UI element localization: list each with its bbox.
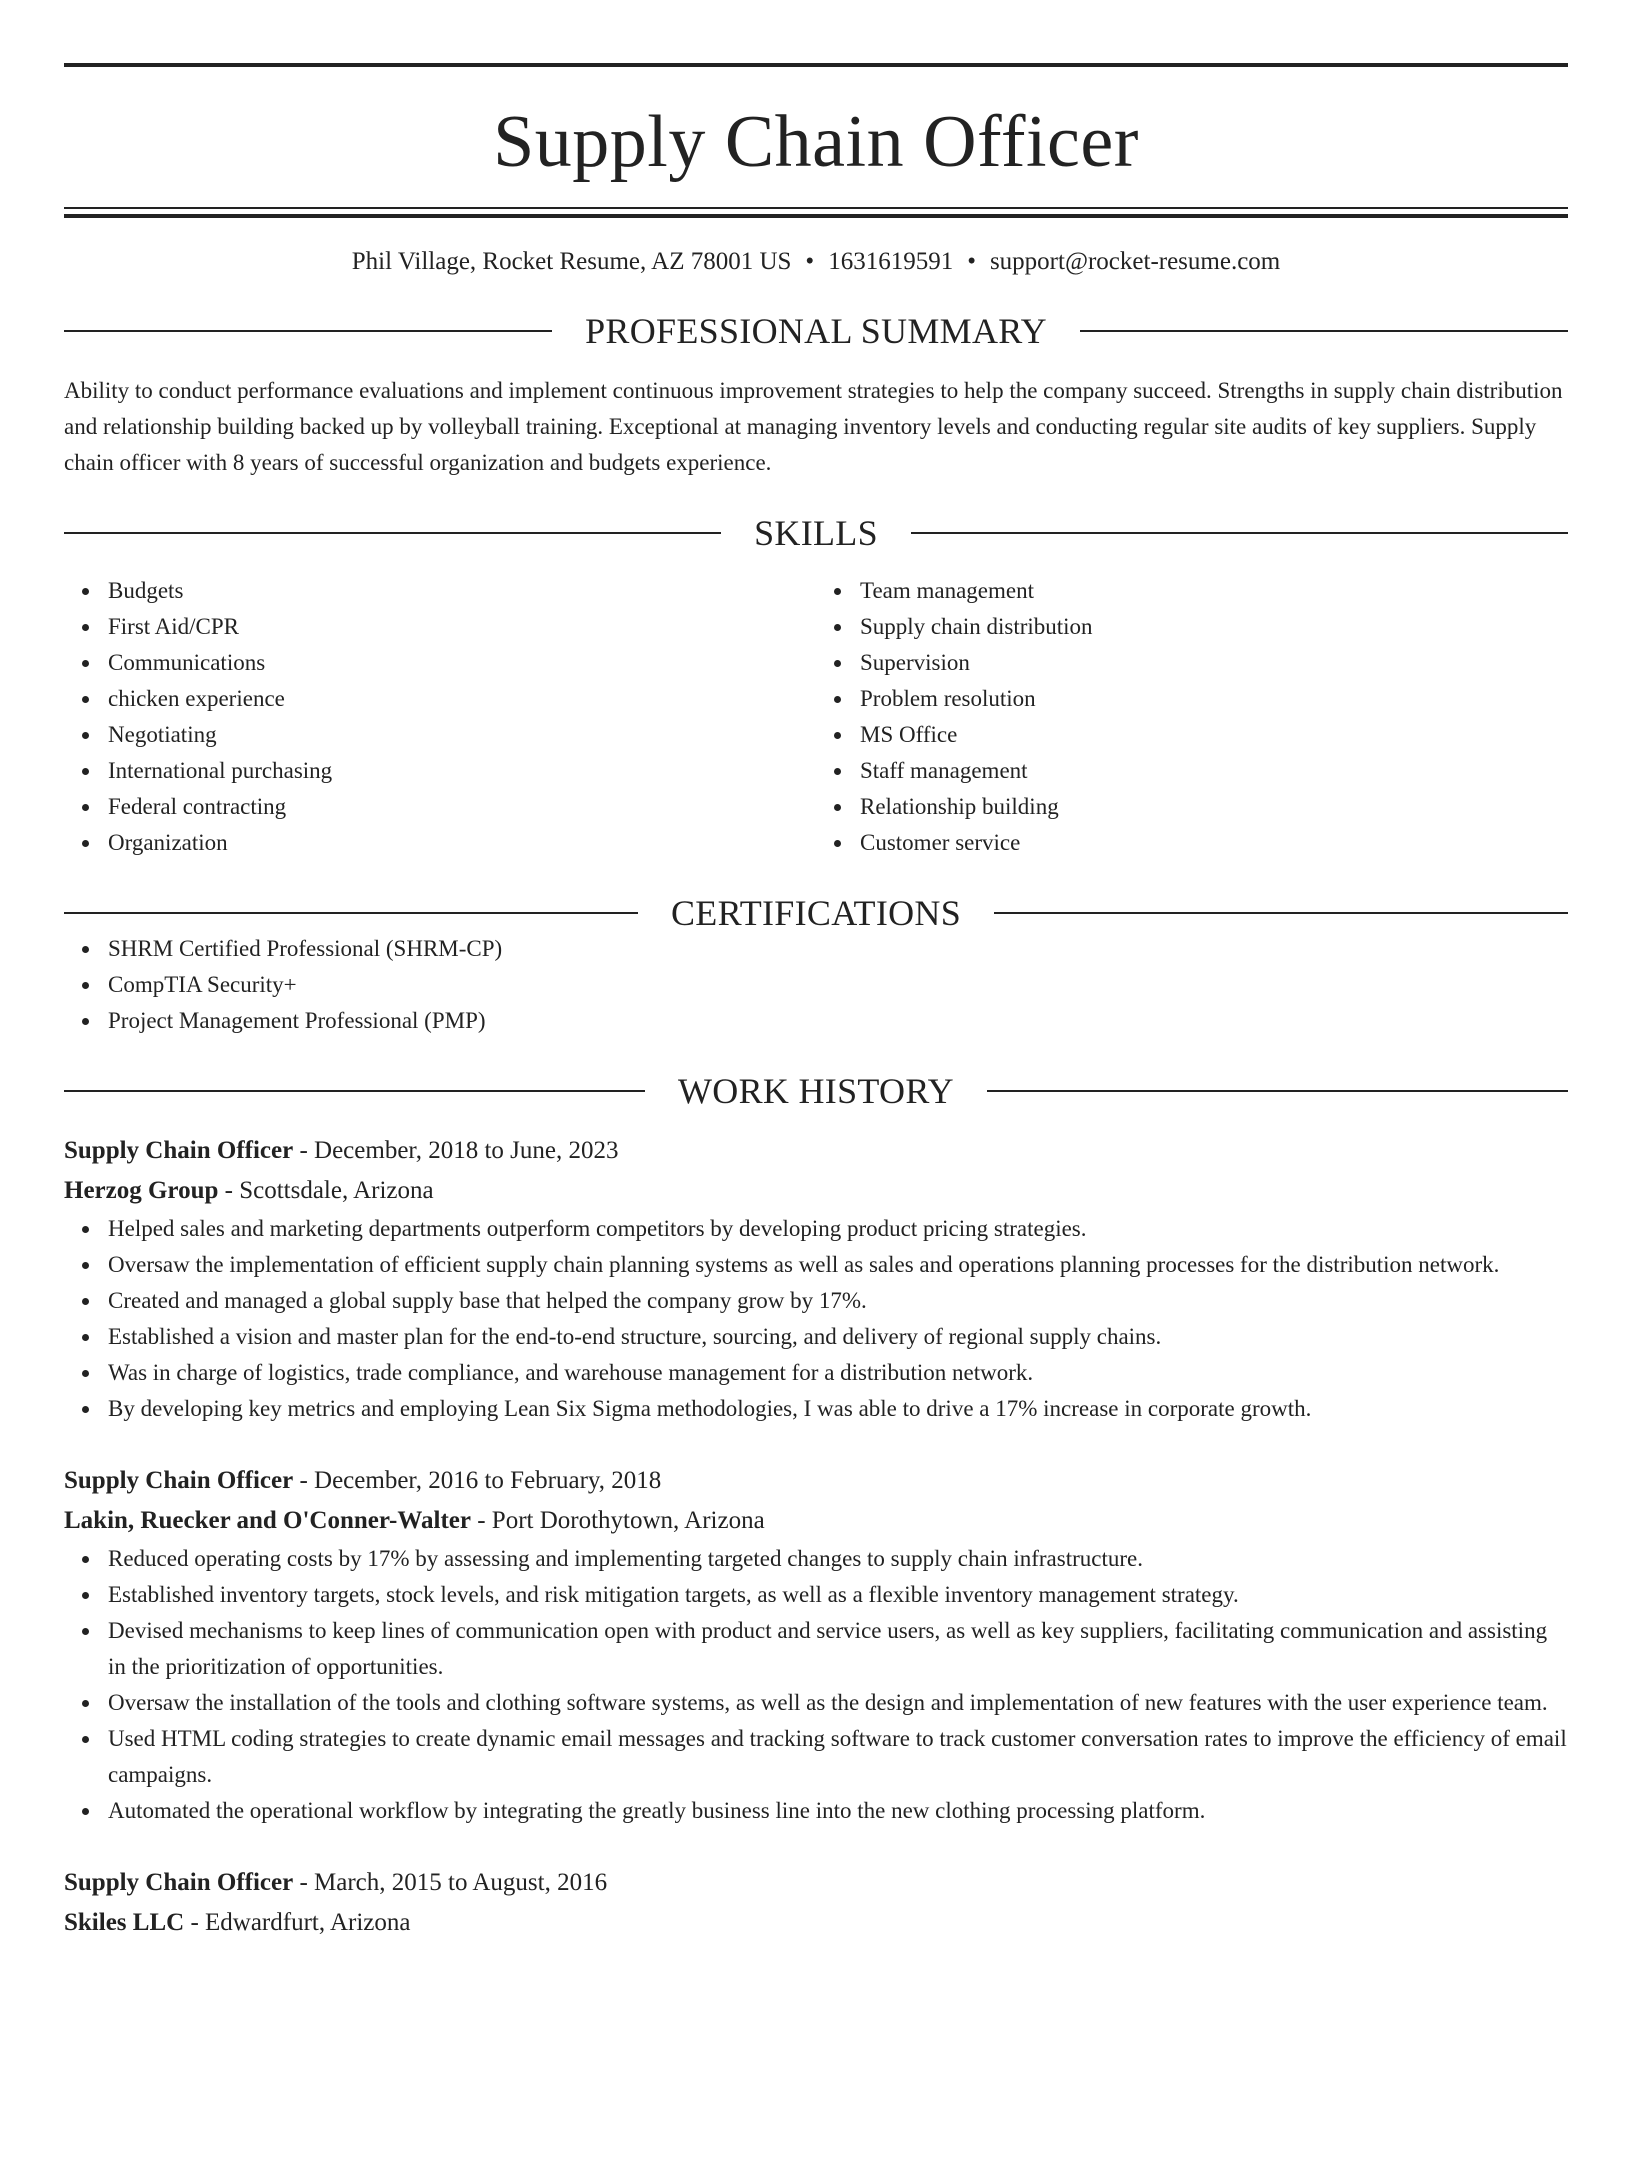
job-bullet: Was in charge of logistics, trade compliance, and warehouse management for a distribution network. <box>108 1355 1568 1391</box>
skill-item: First Aid/CPR <box>108 609 816 645</box>
certification-item: CompTIA Security+ <box>108 967 1568 1003</box>
job-company: Skiles LLC <box>64 1908 185 1936</box>
title-double-rule <box>64 207 1568 218</box>
job-title-line <box>64 1461 1568 1501</box>
skills-list-right <box>816 573 1568 861</box>
section-rule <box>1080 330 1568 332</box>
job-bullet: Oversaw the installation of the tools and clothing software systems, as well as the design and implementation of new features with the user experience team. <box>108 1685 1568 1721</box>
skill-item: Customer service <box>860 825 1568 861</box>
skill-item: Supervision <box>860 645 1568 681</box>
contact-phone: 1631619591 <box>828 248 954 275</box>
contact-email: support@rocket-resume.com <box>989 248 1281 275</box>
job-bullet-list <box>64 1211 1568 1427</box>
contact-separator: • <box>805 248 815 275</box>
certification-item: SHRM Certified Professional (SHRM-CP) <box>108 931 1568 967</box>
job-location: - Port Dorothytown, Arizona <box>470 1506 765 1534</box>
skill-item: Budgets <box>108 573 816 609</box>
section-rule <box>994 912 1568 914</box>
section-rule <box>987 1090 1568 1092</box>
section-rule <box>64 330 552 332</box>
contact-separator: • <box>967 248 976 275</box>
skill-item: Federal contracting <box>108 789 816 825</box>
job-dates: - March, 2015 to August, 2016 <box>293 1868 608 1896</box>
job-location: - Scottsdale, Arizona <box>218 1176 434 1204</box>
job-company: Lakin, Ruecker and O'Conner-Walter <box>64 1506 471 1534</box>
section-title: PROFESSIONAL SUMMARY <box>585 310 1047 351</box>
skill-item: Problem resolution <box>860 681 1568 717</box>
job-title: Supply Chain Officer <box>64 1466 294 1494</box>
resume-page <box>0 63 1632 2175</box>
skill-item: International purchasing <box>108 753 816 789</box>
job-bullet: Oversaw the implementation of efficient supply chain planning systems as well as sales and operations planning processes for the distribution network. <box>108 1247 1568 1283</box>
section-heading-skills <box>64 512 1568 553</box>
skill-item: Staff management <box>860 753 1568 789</box>
contact-address: Phil Village, Rocket Resume, AZ 78001 US <box>351 248 792 275</box>
job-company-line <box>64 1903 1568 1943</box>
job-bullet: Reduced operating costs by 17% by assessing and implementing targeted changes to supply chain infrastructure. <box>108 1541 1568 1577</box>
job-company-line <box>64 1501 1568 1541</box>
certification-item: Project Management Professional (PMP) <box>108 1003 1568 1039</box>
skill-item: MS Office <box>860 717 1568 753</box>
skill-item: Organization <box>108 825 816 861</box>
skills-grid <box>64 573 1568 861</box>
skill-item: Communications <box>108 645 816 681</box>
section-rule <box>64 912 638 914</box>
top-rule <box>64 63 1568 67</box>
skill-item: Team management <box>860 573 1568 609</box>
certifications-list <box>64 931 1568 1039</box>
job-entry <box>64 1863 1568 1943</box>
job-bullet: Created and managed a global supply base that helped the company grow by 17%. <box>108 1283 1568 1319</box>
section-title: SKILLS <box>754 512 878 553</box>
section-rule <box>64 532 721 534</box>
skill-item: chicken experience <box>108 681 816 717</box>
job-location: - Edwardfurt, Arizona <box>184 1908 411 1936</box>
job-company: Herzog Group <box>64 1176 219 1204</box>
job-bullet: Established inventory targets, stock levels, and risk mitigation targets, as well as a flexible inventory management strategy. <box>108 1577 1568 1613</box>
contact-line <box>64 246 1568 279</box>
job-title-line <box>64 1863 1568 1903</box>
skills-list-left <box>64 573 816 861</box>
job-company-line <box>64 1171 1568 1211</box>
job-dates: - December, 2018 to June, 2023 <box>293 1136 619 1164</box>
job-dates: - December, 2016 to February, 2018 <box>293 1466 662 1494</box>
section-heading-summary <box>64 310 1568 351</box>
section-heading-certifications <box>64 892 1568 933</box>
job-bullet: Helped sales and marketing departments outperform competitors by developing product pricing strategies. <box>108 1211 1568 1247</box>
work-history-list <box>64 1131 1568 1943</box>
job-bullet: Devised mechanisms to keep lines of communication open with product and service users, as well as key suppliers, facilitating communication and assisting in the prioritization of opportunities. <box>108 1613 1568 1685</box>
job-bullet: Established a vision and master plan for the end-to-end structure, sourcing, and delivery of regional supply chains. <box>108 1319 1568 1355</box>
job-bullet: By developing key metrics and employing Lean Six Sigma methodologies, I was able to drive a 17% increase in corporate growth. <box>108 1391 1568 1427</box>
skill-item: Supply chain distribution <box>860 609 1568 645</box>
job-entry <box>64 1131 1568 1427</box>
summary-paragraph: Ability to conduct performance evaluations and implement continuous improvement strategies to help the company succeed. Strengths in supply chain distribution and relationship building backed up by volleyball training. Exceptional at managing inventory levels and conducting regular site audits of key suppliers. Supply chain officer with 8 years of successful organization and budgets experience. <box>64 377 1563 475</box>
section-title: CERTIFICATIONS <box>670 892 962 933</box>
job-bullet-list <box>64 1541 1568 1829</box>
resume-title: Supply Chain Officer <box>493 101 1139 183</box>
section-heading-work-history <box>64 1070 1568 1111</box>
section-title: WORK HISTORY <box>678 1070 954 1111</box>
section-rule <box>64 1090 645 1092</box>
skill-item: Negotiating <box>108 717 816 753</box>
job-entry <box>64 1461 1568 1829</box>
job-title-line <box>64 1131 1568 1171</box>
skill-item: Relationship building <box>860 789 1568 825</box>
job-bullet: Used HTML coding strategies to create dynamic email messages and tracking software to track customer conversation rates to improve the efficiency of email campaigns. <box>108 1721 1568 1793</box>
job-title: Supply Chain Officer <box>64 1868 294 1896</box>
job-title: Supply Chain Officer <box>64 1136 294 1164</box>
section-rule <box>911 532 1568 534</box>
job-bullet: Automated the operational workflow by integrating the greatly business line into the new clothing processing platform. <box>108 1793 1568 1829</box>
